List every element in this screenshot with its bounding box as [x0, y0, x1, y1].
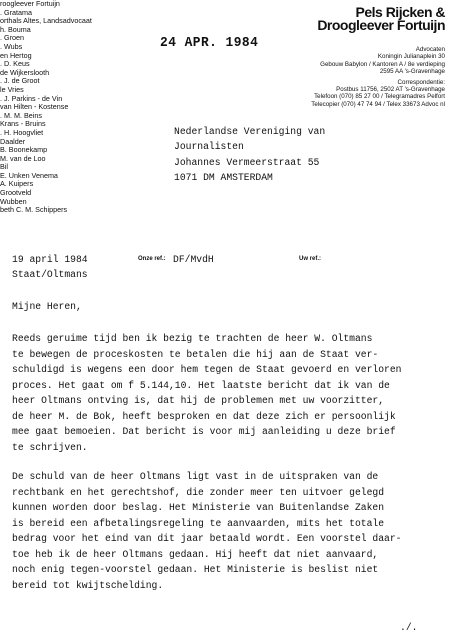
salutation: Mijne Heren, [12, 301, 82, 312]
addressee-block [174, 124, 325, 186]
paragraph-line: Reeds geruime tijd ben ik bezig te trachten de heer W. Oltmans [12, 333, 373, 344]
lawyer-name: Wubben [0, 197, 27, 206]
subject-line: Staat/Oltmans [12, 269, 88, 280]
lawyer-list [0, 0, 140, 215]
lawyer-name: B. Boonekamp [0, 146, 48, 155]
received-date-stamp: 24 APR. 1984 [160, 35, 259, 51]
body-paragraph-1 [12, 331, 444, 455]
lawyer-name: . J. de Groot [0, 77, 40, 86]
office-line: 2595 AA 's-Gravenhage [379, 68, 445, 76]
lawyer-name: . J. Parkins - de Vin [0, 94, 63, 103]
office-line: Correspondentie: [397, 78, 445, 86]
lawyer-name: M. van de Loo [0, 154, 46, 163]
paragraph-line: schuldigd is wegens een door hem tegen de Staat gevoerd en verloren [12, 364, 402, 375]
paragraph-line: noch enig tegen-voorstel gedaan. Het Ministerie is beslist niet [12, 564, 379, 575]
lawyer-name: roogleever Fortuijn [0, 0, 60, 8]
lawyer-name: . D. Keus [0, 60, 30, 69]
lawyer-name: . Wubs [0, 42, 23, 51]
lawyer-name: beth C. M. Schippers [0, 206, 68, 215]
office-line: Telecopier (070) 47 74 94 / Telex 33673 Advoc nl [311, 100, 445, 108]
paragraph-line: te schrijven. [12, 441, 88, 453]
office-details [275, 46, 445, 108]
letter-meta [12, 254, 442, 284]
lawyer-name: van Hilten - Kostense [0, 103, 69, 112]
paragraph-line: rechtbank en het gerechtshof, die zonder meer ten uitvoer gelegd [12, 486, 385, 498]
firm-name-line1: Pels Rijcken & [355, 4, 445, 20]
lawyer-name: Daalder [0, 137, 26, 146]
lawyer-name: . Groen [0, 34, 24, 43]
firm-name-line2: Droogleever Fortuijn [317, 17, 445, 33]
lawyer-name: orthals Altes, Landsadvocaat [0, 17, 92, 26]
addressee-line: Nederlandse Vereniging van [174, 126, 326, 137]
office-line: Gebouw Babylon / Kantoren A / 8e verdieping [320, 60, 445, 68]
paragraph-line: mee gaat bemoeien. Dat bericht is voor mij aanleiding u deze brief [12, 426, 396, 437]
our-ref-value: DF/MvdH [173, 254, 214, 265]
lawyer-name: h. Bouma [0, 25, 31, 34]
lawyer-name: Grootveld [0, 189, 32, 198]
lawyer-name: le Vries [0, 85, 24, 94]
paragraph-line: bedrag voor het eind van dit jaar betaald wordt. Een voorstel daar- [12, 533, 402, 544]
firm-name [317, 6, 445, 32]
addressee-line: Johannes Vermeerstraat 55 [174, 156, 320, 168]
paragraph-line: de heer M. de Bok, heeft besproken en dat deze zich er persoonlijk [12, 410, 396, 422]
body-paragraph-2 [12, 469, 444, 593]
our-ref-label: Onze ref.: [138, 256, 166, 262]
continued-mark: ./. [400, 622, 418, 633]
lawyer-name: de Wijkerslooth [0, 68, 50, 77]
your-ref-label: Uw ref.: [299, 256, 322, 262]
letter-date: 19 april 1984 [12, 254, 88, 265]
paragraph-line: De schuld van de heer Oltmans ligt vast in de uitspraken van de [12, 471, 379, 482]
addressee-line: Journalisten [174, 141, 244, 153]
lawyer-name: . Gratama [0, 8, 32, 17]
paragraph-line: proces. Het gaat om f 5.144,10. Het laatste bericht dat ik van de [12, 379, 390, 391]
paragraph-line: toe heb ik de heer Oltmans gedaan. Hij heeft dat niet aanvaard, [12, 548, 379, 560]
lawyer-name: en Hertog [0, 51, 32, 60]
office-line: Postbus 11756, 2502 AT 's-Gravenhage [336, 86, 445, 94]
lawyer-name: A. Kuipers [0, 180, 34, 189]
office-line: Advocaten [415, 46, 445, 53]
paragraph-line: heer Oltmans ontving is, dat hij de problemen met uw voorzitter, [12, 395, 385, 406]
lawyer-name: . M. M. Beins [0, 111, 42, 120]
lawyer-name: E. Unken Venema [0, 171, 58, 180]
paragraph-line: te bewegen de proceskosten te betalen die hij aan de Staat ver- [12, 348, 379, 360]
lawyer-name: Krans - Bruins [0, 120, 46, 129]
paragraph-line: bereid tot kwijtschelding. [12, 579, 164, 591]
lawyer-name: Bil [0, 163, 8, 172]
paragraph-line: is bereid een afbetalingsregeling te aanvaarden, mits het totale [12, 517, 385, 529]
paragraph-line: kunnen worden door beslag. Het Ministerie van Buitenlandse Zaken [12, 502, 385, 513]
lawyer-name: . H. Hoogvliet [0, 128, 44, 137]
office-line: Koningin Julianaplein 30 [377, 53, 445, 61]
addressee-line: 1071 DM AMSTERDAM [174, 172, 273, 184]
office-line: Telefoon (070) 85 27 00 / Telegramadres Pelfort [314, 93, 445, 101]
